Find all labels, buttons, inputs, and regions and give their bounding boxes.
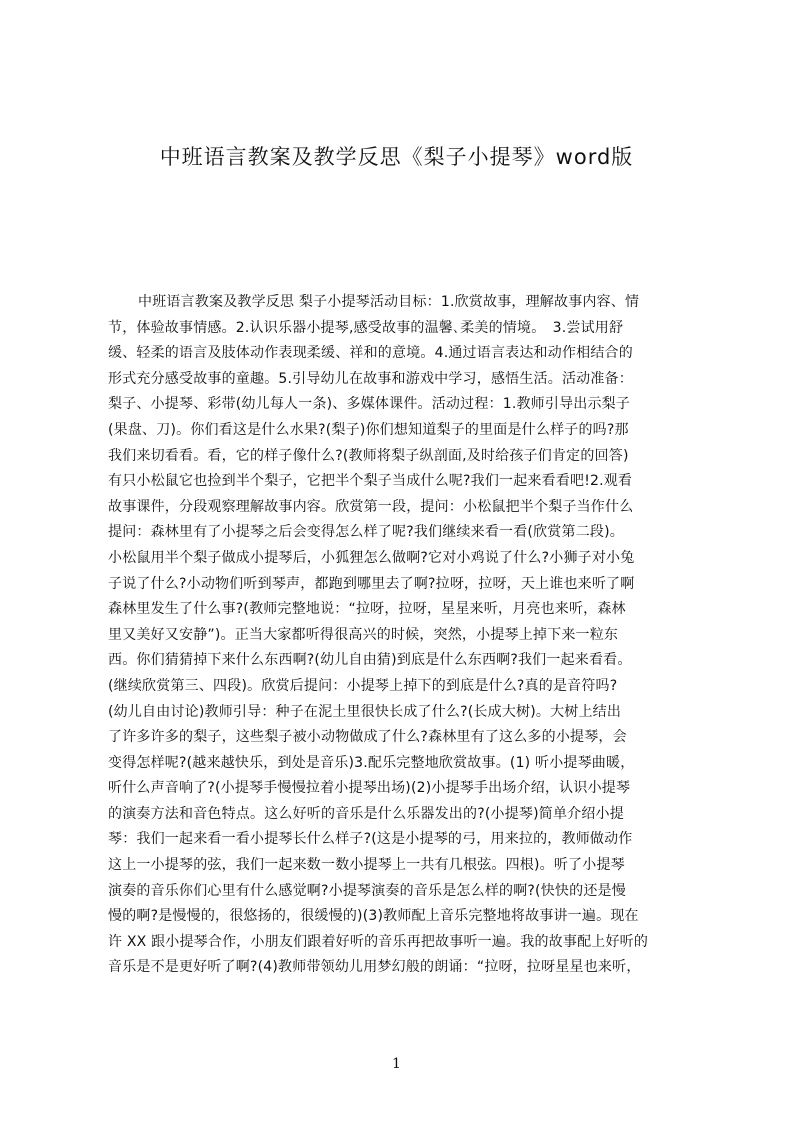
body-line: 音乐是不是更好听了啊?(4)教师带领幼儿用梦幻般的朗诵：“拉呀，拉呀星星也来听， — [108, 959, 641, 976]
body-line: 听什么声音响了?(小提琴手慢慢拉着小提琴出场)(2)小提琴手出场介绍，认识小提琴 — [108, 780, 631, 797]
body-line: 子说了什么?小动物们听到琴声，都跑到哪里去了啊?拉呀，拉呀，天上谁也来听了啊 — [108, 575, 635, 592]
body-line: 中班语言教案及教学反思 梨子小提琴活动目标：1.欣赏故事，理解故事内容、情 — [138, 294, 640, 310]
body-line: 梨子、小提琴、彩带(幼儿每人一条)、多媒体课件。活动过程：1.教师引导出示梨子 — [108, 396, 631, 413]
body-line: 西。你们猜猜掉下来什么东西啊?(幼儿自由猜)到底是什么东西啊?我们一起来看看。 — [108, 652, 632, 669]
body-line: 故事课件，分段观察理解故事内容。欣赏第一段，提问：小松鼠把半个梨子当作什么 — [108, 498, 634, 515]
body-line: 形式充分感受故事的童趣。5.引导幼儿在故事和游戏中学习，感悟生活。活动准备： — [108, 370, 633, 387]
body-line: (继续欣赏第三、四段)。欣赏后提问：小提琴上掉下的到底是什么?真的是音符吗? — [108, 677, 618, 694]
body-line: 了许多许多的梨子，这些梨子被小动物做成了什么?森林里有了这么多的小提琴，会 — [108, 729, 627, 746]
body-line: 变得怎样呢?(越来越快乐，到处是音乐)3.配乐完整地欣赏故事。(1) 听小提琴曲暖， — [108, 754, 635, 771]
document-title: 中班语言教案及教学反思《梨子小提琴》word版 — [159, 145, 634, 169]
body-line: (果盘、刀)。你们看这是什么水果?(梨子)你们想知道梨子的里面是什么样子的吗?那 — [108, 421, 629, 438]
body-line: 我们来切看看。看，它的样子像什么?(教师将梨子纵剖面,及时给孩子们肯定的回答) — [108, 447, 629, 464]
body-line: 提问：森林里有了小提琴之后会变得怎么样了呢?我们继续来看一看(欣赏第二段)。 — [108, 524, 624, 541]
body-line: 节，体验故事情感。2.认识乐器小提琴,感受故事的温馨､柔美的情境。 3.尝试用舒 — [108, 319, 624, 336]
body-line: 琴：我们一起来看一看小提琴长什么样子?(这是小提琴的弓，用来拉的，教师做动作 — [108, 831, 633, 848]
body-line: 的演奏方法和音色特点。这么好听的音乐是什么乐器发出的?(小提琴)简单介绍小提 — [108, 805, 624, 822]
body-line: 演奏的音乐你们心里有什么感觉啊?小提琴演奏的音乐是怎么样的啊?(快快的还是慢 — [108, 882, 626, 899]
body-line: 小松鼠用半个梨子做成小提琴后，小狐狸怎么做啊?它对小鸡说了什么?小狮子对小兔 — [108, 549, 635, 566]
document-body — [108, 290, 698, 1010]
body-line: 有只小松鼠它也捡到半个梨子，它把半个梨子当成什么呢?我们一起来看看吧!2.观看 — [108, 473, 633, 490]
body-line: 缓、轻柔的语言及肢体动作表现柔缓、祥和的意境。4.通过语言表达和动作相结合的 — [108, 345, 633, 362]
body-line: 里又美好又安静”)。正当大家都听得很高兴的时候，突然，小提琴上掉下来一粒东 — [108, 626, 619, 643]
body-line: 许 XX 跟小提琴合作，小朋友们跟着好听的音乐再把故事听一遍。我的故事配上好听的 — [108, 933, 649, 950]
body-line: (幼儿自由讨论)教师引导：种子在泥土里很快长成了什么?(长成大树)。大树上结出 — [108, 703, 622, 720]
body-line: 森林里发生了什么事?(教师完整地说：“拉呀，拉呀，星星来听，月亮也来听，森林 — [108, 601, 626, 618]
page-number: 1 — [392, 1056, 401, 1072]
body-line: 这上一小提琴的弦，我们一起来数一数小提琴上一共有几根弦。四根)。听了小提琴 — [108, 857, 625, 874]
body-line: 慢的啊?是慢慢的，很悠扬的，很缓慢的)(3)教师配上音乐完整地将故事讲一遍。现在 — [108, 908, 639, 925]
